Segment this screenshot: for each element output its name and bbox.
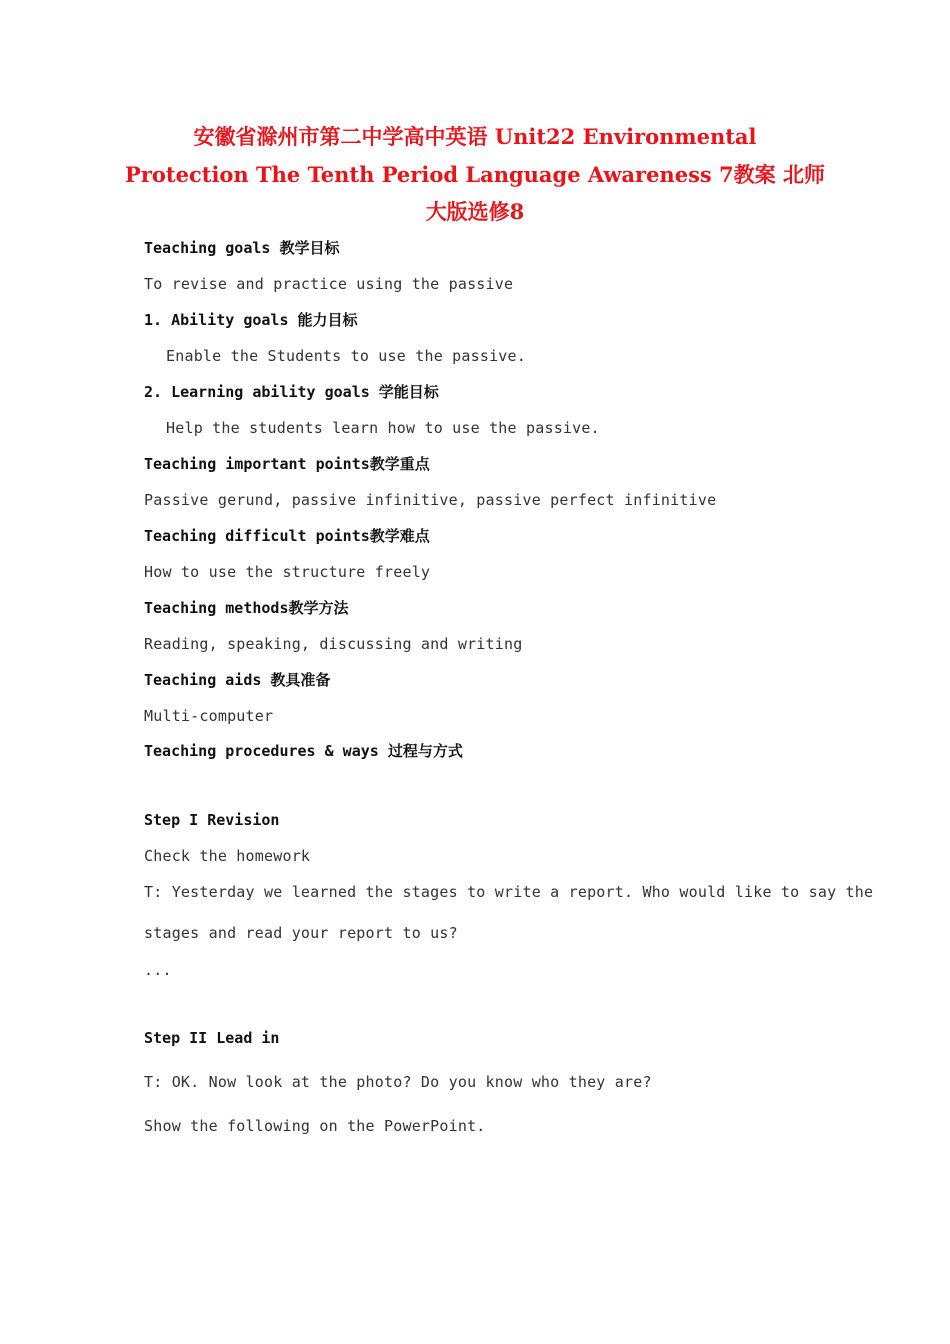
learning-goals-heading: 2. Learning ability goals 学能目标 bbox=[144, 383, 439, 401]
page-title-line-2: Protection The Tenth Period Language Awareness 7教案 北师 bbox=[125, 162, 825, 187]
important-points-heading: Teaching important points教学重点 bbox=[144, 455, 430, 473]
step2-text-2: Show the following on the PowerPoint. bbox=[144, 1117, 486, 1135]
step2-text-1: T: OK. Now look at the photo? Do you know who they are? bbox=[144, 1073, 652, 1091]
ability-goals-heading: 1. Ability goals 能力目标 bbox=[144, 311, 358, 329]
page-title-line-3: 大版选修8 bbox=[425, 199, 525, 224]
methods-heading: Teaching methods教学方法 bbox=[144, 599, 349, 617]
step1-heading: Step I Revision bbox=[144, 811, 280, 829]
procedures-heading: Teaching procedures & ways 过程与方式 bbox=[144, 742, 463, 760]
step1-text-3: stages and read your report to us? bbox=[144, 924, 458, 942]
step1-text-2: T: Yesterday we learned the stages to write a report. Who would like to say the bbox=[144, 883, 874, 901]
step1-text-1: Check the homework bbox=[144, 847, 311, 865]
methods-text: Reading, speaking, discussing and writing bbox=[144, 635, 523, 653]
step1-ellipsis: ... bbox=[144, 961, 172, 979]
difficult-points-heading: Teaching difficult points教学难点 bbox=[144, 527, 430, 545]
page-title-line-1: 安徽省滁州市第二中学高中英语 Unit22 Environmental bbox=[193, 124, 757, 149]
aids-text: Multi-computer bbox=[144, 707, 274, 725]
aids-heading: Teaching aids 教具准备 bbox=[144, 671, 331, 689]
important-points-text: Passive gerund, passive infinitive, passive perfect infinitive bbox=[144, 491, 717, 509]
ability-goals-text: Enable the Students to use the passive. bbox=[166, 347, 526, 365]
step2-heading: Step II Lead in bbox=[144, 1029, 280, 1047]
difficult-points-text: How to use the structure freely bbox=[144, 563, 431, 581]
teaching-goals-heading: Teaching goals 教学目标 bbox=[144, 239, 340, 257]
learning-goals-text: Help the students learn how to use the passive. bbox=[166, 419, 600, 437]
teaching-goals-text: To revise and practice using the passive bbox=[144, 275, 514, 293]
